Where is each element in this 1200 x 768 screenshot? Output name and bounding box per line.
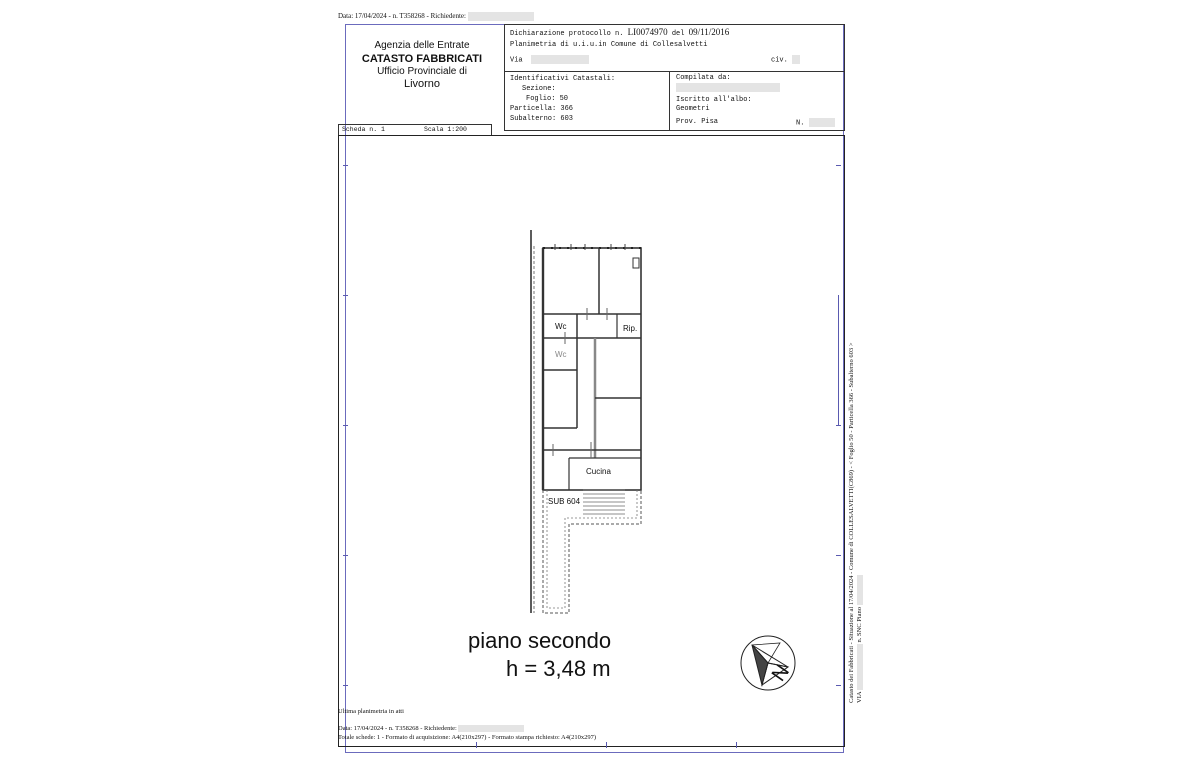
side-info-line1: Catasto dei Fabbricati - Situazione al 17/04/2024 - Comune di COLLESALVETTI(C869) - < Foglio 50 - Particella 366 - Subalterno 603 >	[848, 342, 855, 703]
particella-line: Particella: 366	[510, 105, 574, 113]
top-request-line	[338, 12, 534, 21]
floor-height: h = 3,48 m	[506, 656, 611, 681]
room-label-ripostiglio: Rip.	[623, 324, 638, 333]
frame-tick	[343, 165, 348, 166]
frame-tick-vertical	[838, 295, 839, 425]
scala-label: Scala 1:200	[424, 126, 467, 133]
frame-tick	[606, 742, 607, 748]
n-label: N.	[796, 119, 805, 128]
side-via-label: VIA	[856, 691, 863, 703]
office-label: Ufficio Provinciale di	[377, 66, 467, 77]
albo-label: Iscritto all'albo:	[676, 96, 752, 104]
frame-tick	[736, 742, 737, 748]
subalterno-line: Subalterno: 603	[510, 115, 574, 123]
redacted-street	[531, 55, 589, 64]
agency-block	[350, 40, 494, 90]
catasto-title: CATASTO FABBRICATI	[361, 53, 483, 65]
albo-block	[676, 96, 752, 114]
frame-tick	[343, 425, 348, 426]
room-label-cucina: Cucina	[586, 467, 611, 476]
n-line	[796, 118, 835, 127]
redacted-footer-requester	[458, 725, 524, 732]
side-info-text	[848, 343, 863, 703]
office-city: Livorno	[403, 78, 441, 90]
scheda-label: Scheda n. 1	[342, 126, 385, 133]
frame-tick	[476, 742, 477, 748]
frame-tick	[343, 685, 348, 686]
room-label-wc: Wc	[555, 350, 567, 359]
side-info-line2	[856, 343, 863, 703]
room-label-wc: Wc	[555, 322, 567, 331]
frame-tick	[836, 165, 841, 166]
via-line	[510, 55, 589, 64]
plan-line: Planimetria di u.i.u.in Comune di Collesalvetti	[510, 41, 708, 49]
ultima-planimetria: Ultima planimetria in atti	[338, 708, 404, 715]
footer-data-text: Data: 17/04/2024 - n. T358268 - Richiedente:	[338, 725, 457, 732]
prov-label: Prov. Pisa	[676, 118, 719, 126]
declaration-line	[510, 27, 729, 38]
floor-name: piano secondo	[468, 628, 612, 653]
foglio-line: Foglio: 50	[526, 95, 569, 103]
redacted-side-street	[857, 644, 863, 690]
via-label: Via	[510, 56, 523, 65]
top-request-text: Data: 17/04/2024 - n. T358268 - Richiedente:	[338, 12, 466, 21]
floor-plan	[525, 228, 655, 618]
footer-data-line	[338, 725, 524, 732]
redacted-side-civic	[857, 575, 863, 605]
identifiers-title: Identificativi Catastali:	[510, 75, 616, 83]
declaration-date: 09/11/2016	[688, 27, 730, 37]
compiled-title: Compilata da:	[676, 74, 731, 82]
frame-tick	[836, 685, 841, 686]
north-compass-icon	[738, 633, 802, 697]
room-label-sub604: SUB 604	[548, 497, 581, 506]
side-piano-label: n. SNC Piano	[856, 606, 863, 643]
footer-totale-line: Totale schede: 1 - Formato di acquisizione: A4(210x297) - Formato stampa richiesto: A4(210x297)	[338, 734, 597, 741]
protocol-number: LI0074970	[627, 27, 668, 37]
frame-tick	[343, 555, 348, 556]
identifiers-block	[510, 74, 615, 124]
albo-value: Geometri	[676, 105, 710, 113]
agency-name: Agenzia delle Entrate	[374, 40, 470, 51]
civ-label: civ.	[771, 56, 788, 65]
sezione-line: Sezione:	[522, 85, 556, 93]
redacted-requester	[468, 12, 534, 21]
frame-tick	[836, 555, 841, 556]
compass-north-letter: N	[767, 660, 794, 686]
redacted-number	[809, 118, 835, 127]
redacted-compiler	[676, 83, 780, 92]
civ-line	[771, 55, 800, 64]
del-label: del	[671, 30, 685, 38]
declaration-label: Dichiarazione protocollo n.	[510, 30, 624, 38]
redacted-civic	[792, 55, 800, 64]
frame-tick	[836, 425, 841, 426]
frame-tick	[343, 295, 348, 296]
